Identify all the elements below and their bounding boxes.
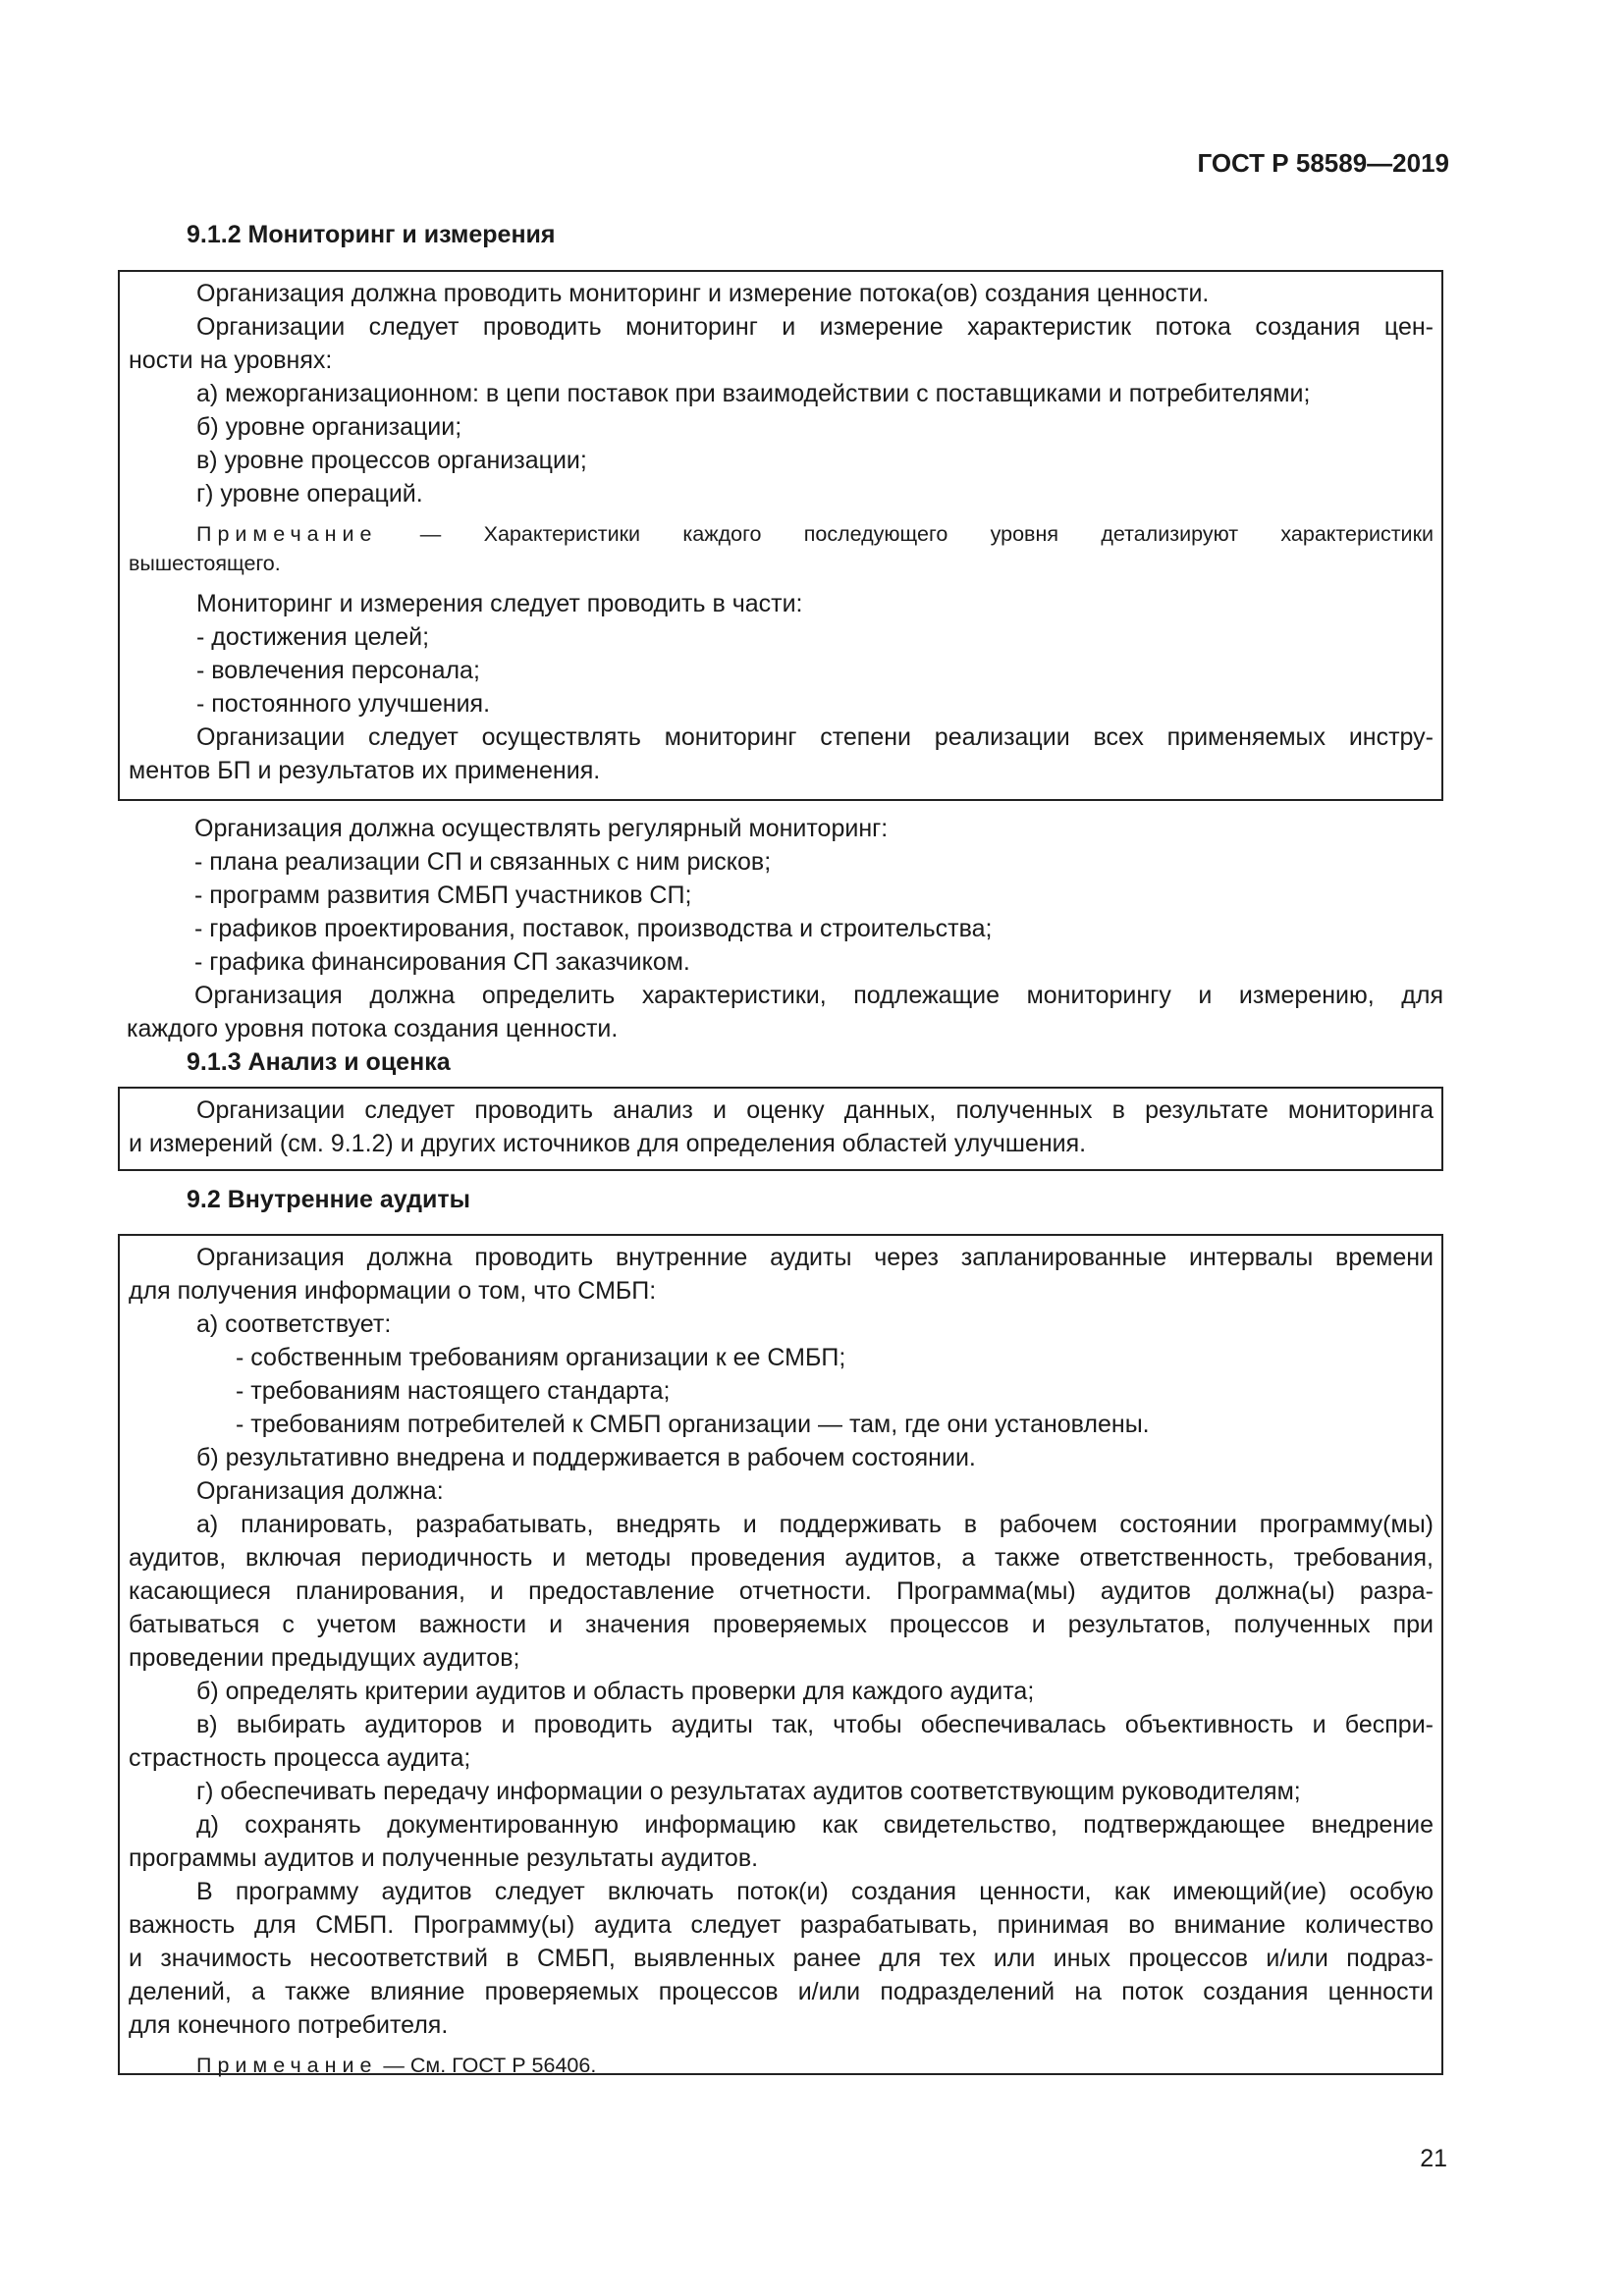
paragraph: аудитов, включая периодичность и методы проведения аудитов, а также ответственность, требования, [129,1544,1434,1572]
paragraph: а) планировать, разрабатывать, внедрять и поддерживать в рабочем состоянии программу(мы) [196,1511,1434,1538]
section-heading-9-1-3: 9.1.3 Анализ и оценка [187,1048,451,1076]
list-item: - программ развития СМБП участников СП; [194,881,692,909]
paragraph: в) выбирать аудиторов и проводить аудиты так, чтобы обеспечивалась объективность и беспри- [196,1711,1434,1738]
paragraph: касающиеся планирования, и предоставление отчетности. Программа(мы) аудитов должна(ы) разра- [129,1577,1434,1605]
list-item: - графика финансирования СП заказчиком. [194,948,690,976]
paragraph: ности на уровнях: [129,347,333,374]
list-item: - требованиям настоящего стандарта; [236,1377,671,1405]
note [129,2051,1434,2080]
paragraph: Организации следует проводить анализ и оценку данных, полученных в результате мониторинга [196,1096,1434,1124]
monitoring-text [127,812,1443,1045]
requirement-box-9-2 [118,1234,1443,2075]
paragraph: г) обеспечивать передачу информации о результатах аудитов соответствующим руководителям; [196,1778,1301,1805]
paragraph: ментов БП и результатов их применения. [129,757,601,784]
paragraph: и измерений (см. 9.1.2) и других источников для определения областей улучшения. [129,1130,1087,1157]
note-text: — См. ГОСТ Р 56406. [377,2054,597,2077]
paragraph: делений, а также влияние проверяемых процессов и/или подразделений на поток создания ценности [129,1978,1434,2005]
note-label: Примечание [196,522,378,546]
paragraph: б) определять критерии аудитов и область проверки для каждого аудита; [196,1678,1035,1705]
list-item: в) уровне процессов организации; [196,447,587,474]
list-item: б) результативно внедрена и поддерживается в рабочем состоянии. [196,1444,976,1471]
section-heading-9-2: 9.2 Внутренние аудиты [187,1186,470,1213]
paragraph: важность для СМБП. Программу(ы) аудита следует разрабатывать, принимая во внимание количество [129,1911,1434,1939]
paragraph: проведении предыдущих аудитов; [129,1644,520,1672]
paragraph: Организация должна проводить мониторинг и измерение потока(ов) создания ценности. [196,280,1210,307]
list-item: - плана реализации СП и связанных с ним рисков; [194,848,772,876]
paragraph: батываться с учетом важности и значения проверяемых процессов и результатов, полученных при [129,1611,1434,1638]
list-item: - требованиям потребителей к СМБП организации — там, где они установлены. [236,1411,1150,1438]
list-item: - графиков проектирования, поставок, производства и строительства; [194,915,993,942]
list-item: - достижения целей; [196,623,430,651]
paragraph: Мониторинг и измерения следует проводить в части: [196,590,803,617]
paragraph: программы аудитов и полученные результаты аудитов. [129,1844,759,1872]
list-item: б) уровне организации; [196,413,462,441]
requirement-box-9-1-2 [118,270,1443,801]
paragraph: В программу аудитов следует включать поток(и) создания ценности, как имеющий(ие) особую [196,1878,1434,1905]
paragraph: для конечного потребителя. [129,2011,449,2039]
paragraph: и значимость несоответствий в СМБП, выявленных ранее для тех или иных процессов и/или подраз- [129,1945,1434,1972]
paragraph: Организация должна осуществлять регулярный мониторинг: [194,815,889,842]
paragraph: д) сохранять документированную информацию как свидетельство, подтверждающее внедрение [196,1811,1434,1839]
list-item: - вовлечения персонала; [196,657,480,684]
paragraph: страстность процесса аудита; [129,1744,471,1772]
list-item: - собственным требованиям организации к ее СМБП; [236,1344,846,1371]
list-item: а) межорганизационном: в цепи поставок при взаимодействии с поставщиками и потребителями; [196,380,1311,407]
list-item: г) уровне операций. [196,480,423,507]
paragraph: Организация должна: [196,1477,444,1505]
note-continuation: вышестоящего. [129,552,281,575]
requirement-box-9-1-3 [118,1087,1443,1171]
paragraph: Организации следует осуществлять мониторинг степени реализации всех применяемых инстру- [196,723,1434,751]
note-label: Примечание [196,2054,378,2077]
note [129,519,1434,549]
document-id: ГОСТ Р 58589—2019 [1197,148,1449,178]
paragraph: каждого уровня потока создания ценности. [127,1015,619,1042]
paragraph: Организация должна определить характеристики, подлежащие мониторингу и измерению, для [194,982,1443,1009]
page-number: 21 [1420,2145,1447,2172]
paragraph: для получения информации о том, что СМБП: [129,1277,657,1305]
list-item: а) соответствует: [196,1310,392,1338]
paragraph: Организация должна проводить внутренние аудиты через запланированные интервалы времени [196,1244,1434,1271]
section-heading-9-1-2: 9.1.2 Мониторинг и измерения [187,221,556,248]
note-text: — Характеристики каждого последующего уровня детализируют характеристики [377,522,1434,546]
paragraph: Организации следует проводить мониторинг и измерение характеристик потока создания цен- [196,313,1434,341]
list-item: - постоянного улучшения. [196,690,491,718]
